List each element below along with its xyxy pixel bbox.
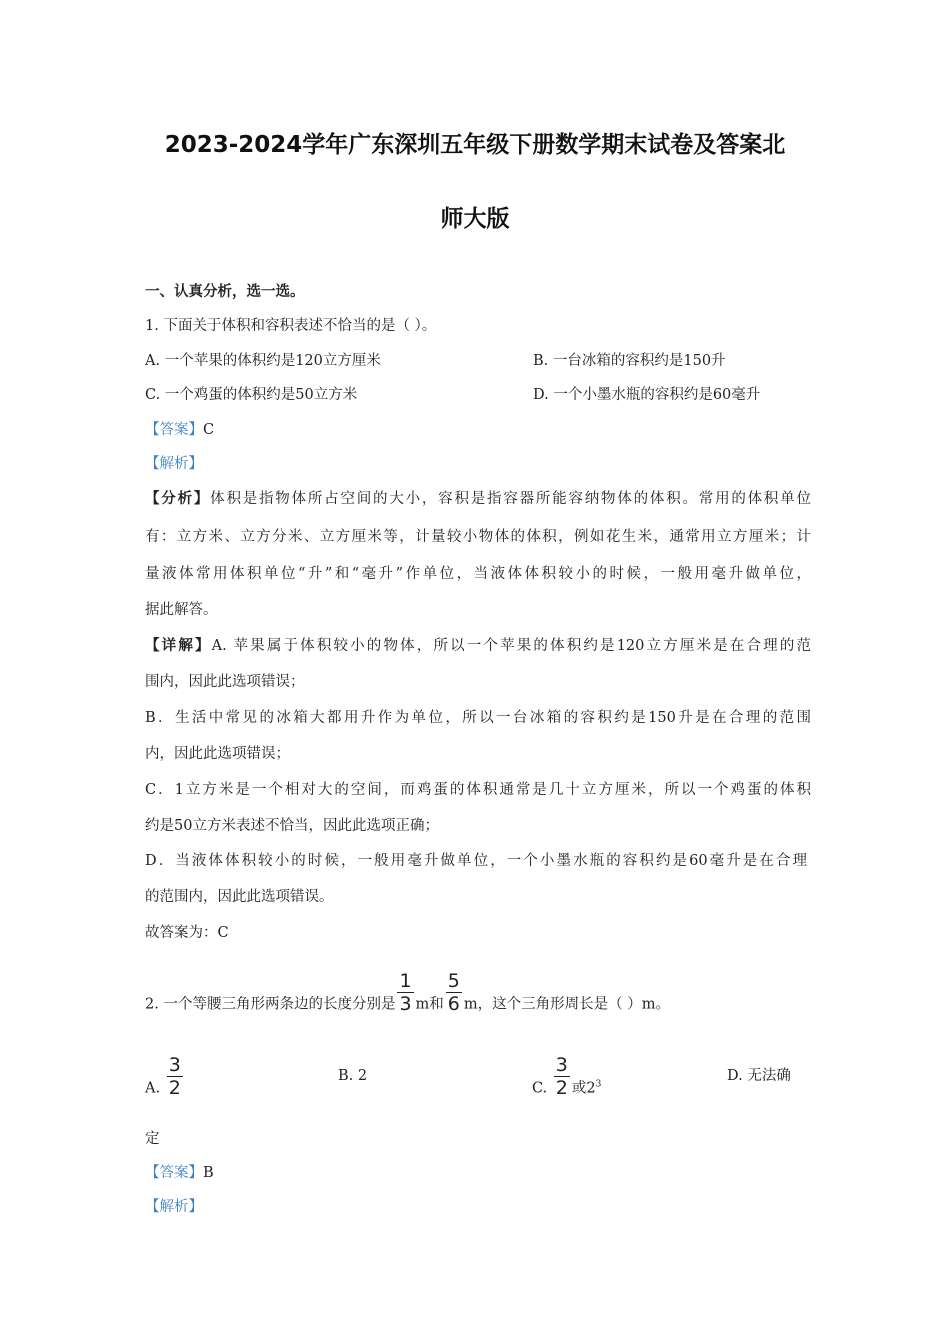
numerator: 5 [447, 970, 460, 992]
answer-value: C [203, 422, 215, 438]
fenxi-line: 据此解答。 [145, 602, 218, 618]
fenxi-line: 量液体常用体积单位“升”和“毫升”作单位，当液体体积较小的时候，一般用毫升做单位， [145, 566, 811, 582]
doc-title-line1: 2023-2024学年广东深圳五年级下册数学期末试卷及答案北 [164, 132, 786, 158]
q1-option-b: B. 一台冰箱的容积约是150升 [533, 353, 726, 369]
q2-stem-text: 2. 一个等腰三角形两条边的长度分别是 [145, 996, 396, 1013]
q2-option-d-wrap: 定 [145, 1131, 160, 1147]
xiangjie-line: 约是50立方米表述不恰当，因此此选项正确； [145, 818, 439, 834]
q1-stem: 1. 下面关于体积和容积表述不恰当的是（ ）。 [145, 318, 437, 334]
q2-option-d: D. 无法确 [727, 1068, 791, 1084]
xiangjie-text: A. 苹果属于体积较小的物体，所以一个苹果的体积约是120立方厘米是在合理的范 [211, 638, 811, 654]
fenxi-line [145, 489, 811, 509]
denominator: 2 [168, 1077, 181, 1099]
denominator: 6 [447, 993, 460, 1015]
q2-answer [145, 1163, 214, 1183]
q2-analysis-tag: 【解析】 [145, 1199, 203, 1215]
doc-title-line2: 师大版 [440, 206, 510, 232]
q1-answer [145, 420, 214, 440]
numerator: 3 [168, 1054, 181, 1076]
option-label: C. [532, 1080, 548, 1097]
xiangjie-line: 围内，因此此选项错误； [145, 674, 305, 690]
denominator: 2 [555, 1077, 568, 1099]
fenxi-text: 体积是指物体所占空间的大小，容积是指容器所能容纳物体的体积。常用的体积单位 [210, 491, 812, 507]
q1-option-a: A. 一个苹果的体积约是120立方厘米 [145, 353, 381, 369]
fraction-one-third [397, 970, 413, 1015]
fraction-three-halves [554, 1054, 570, 1099]
superscript: 3 [595, 1079, 602, 1090]
q1-analysis-tag: 【解析】 [145, 456, 203, 472]
denominator: 3 [399, 993, 412, 1015]
numerator: 3 [555, 1054, 568, 1076]
fraction-three-halves [167, 1054, 183, 1099]
q2-stem [145, 970, 670, 1027]
option-text: 或2 [571, 1080, 596, 1097]
xiangjie-tag: 【详解】 [145, 637, 212, 654]
numerator: 1 [399, 970, 412, 992]
fenxi-tag: 【分析】 [145, 490, 211, 507]
section-heading: 一、认真分析，选一选。 [145, 284, 305, 300]
answer-tag: 【答案】 [145, 422, 203, 438]
fraction-five-sixths [446, 970, 462, 1015]
q2-option-c [532, 1054, 602, 1111]
q2-option-b: B. 2 [338, 1068, 368, 1084]
fenxi-line: 有：立方米、立方分米、立方厘米等，计量较小物体的体积，例如花生米，通常用立方厘米；计 [145, 529, 811, 545]
option-label: A. [145, 1080, 161, 1097]
q2-option-a [145, 1054, 185, 1111]
xiangjie-line: 的范围内，因此此选项错误。 [145, 889, 334, 905]
xiangjie-line [145, 636, 811, 656]
answer-value: B [203, 1165, 214, 1181]
xiangjie-line: D．当液体体积较小的时候，一般用毫升做单位，一个小墨水瓶的容积约是60毫升是在合理 [145, 853, 807, 869]
xiangjie-line: 内，因此此选项错误； [145, 746, 290, 762]
q1-option-c: C. 一个鸡蛋的体积约是50立方米 [145, 387, 358, 403]
q2-unit: m和 [415, 996, 444, 1013]
xiangjie-line: C．1立方米是一个相对大的空间，而鸡蛋的体积通常是几十立方厘米，所以一个鸡蛋的体积 [145, 782, 811, 798]
answer-tag: 【答案】 [145, 1165, 203, 1181]
q1-option-d: D. 一个小墨水瓶的容积约是60毫升 [533, 387, 761, 403]
conclusion-line: 故答案为：C [145, 925, 229, 941]
xiangjie-line: B．生活中常见的冰箱大都用升作为单位，所以一台冰箱的容积约是150升是在合理的范围 [145, 710, 811, 726]
q2-stem-text: m，这个三角形周长是（ ）m。 [463, 996, 670, 1013]
